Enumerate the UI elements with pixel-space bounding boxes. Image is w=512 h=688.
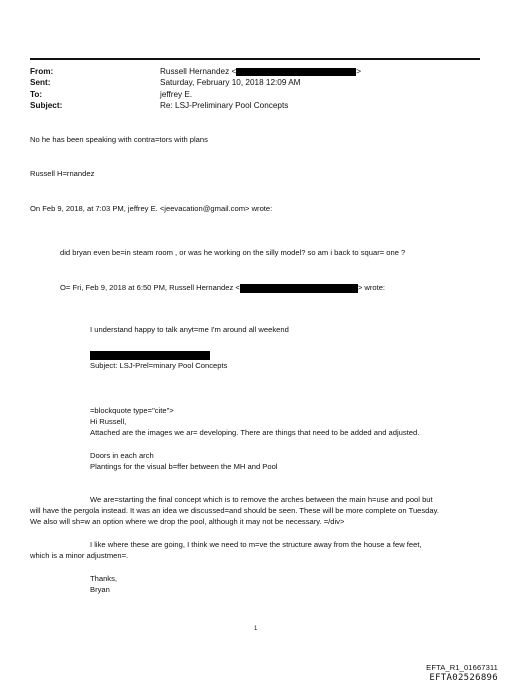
reply-line: No he has been speaking with contra=tors with plans [30, 135, 208, 144]
redaction-bar [240, 284, 358, 293]
paragraph1-line3: We also will sh=w an option where we drop the pool, although it may not be necessary. =/div> [30, 517, 345, 526]
sent-label: Sent: [30, 78, 51, 88]
quote2-intro [60, 283, 385, 293]
from-name: Russell Hernandez < [160, 67, 237, 76]
plantings-line: Plantings for the visual b=ffer between the MH and Pool [90, 462, 278, 471]
paragraph1-line2: will have the pergola instead. It was an idea we discussed=and should be seen. These will be more complete on Tuesday. [30, 506, 439, 515]
header-rule [30, 58, 480, 60]
redacted-line [90, 350, 210, 360]
fwd-subject: Subject: LSJ-Prel=minary Pool Concepts [90, 361, 228, 370]
from-label: From: [30, 67, 54, 76]
doors-line: Doors in each arch [90, 451, 154, 460]
paragraph2-line1: I like where these are going, I think we need to m=ve the structure away from the house a few feet, [90, 540, 422, 549]
to-value: jeffrey E. [160, 89, 193, 99]
jeffrey-message: did bryan even be=in steam room , or was he working on the silly model? so am i back to squar= one ? [60, 248, 406, 257]
paragraph1-line1: We are=starting the final concept which is to remove the arches between the main h=use and pool but [90, 495, 433, 504]
greeting: Hi Russell, [90, 417, 127, 426]
subject-label: Subject: [30, 101, 63, 111]
blockquote-tag: =blockquote type="cite"> [90, 406, 174, 415]
signature: Russell H=rnandez [30, 169, 95, 178]
closing-name: Bryan [90, 585, 110, 594]
from-tail: > [356, 67, 362, 76]
russell-message: I understand happy to talk anyt=me I'm around all weekend [90, 325, 289, 334]
efta-r1-id: EFTA_R1_01667311 [426, 663, 498, 672]
page-number: 1 [254, 626, 258, 632]
efta-id: EFTA02526896 [429, 673, 498, 683]
quote2-intro-b: > wrote: [357, 283, 386, 292]
quote-intro: On Feb 9, 2018, at 7:03 PM, jeffrey E. <jeevacation@gmail.com> wrote: [30, 204, 273, 213]
subject-value: Re: LSJ-Preliminary Pool Concepts [160, 101, 289, 111]
paragraph2-line2: which is a minor adjustmen=. [30, 551, 129, 560]
quote2-intro-a: O= Fri, Feb 9, 2018 at 6:50 PM, Russell Hernandez < [60, 283, 240, 292]
from-value [160, 66, 361, 77]
attached-line: Attached are the images we ar= developing. There are things that need to be added and adjusted. [90, 428, 420, 437]
redaction-bar [90, 351, 210, 360]
sent-value: Saturday, February 10, 2018 12:09 AM [160, 78, 301, 88]
to-label: To: [30, 89, 43, 99]
redaction-bar [236, 68, 356, 76]
closing-thanks: Thanks, [90, 574, 118, 583]
